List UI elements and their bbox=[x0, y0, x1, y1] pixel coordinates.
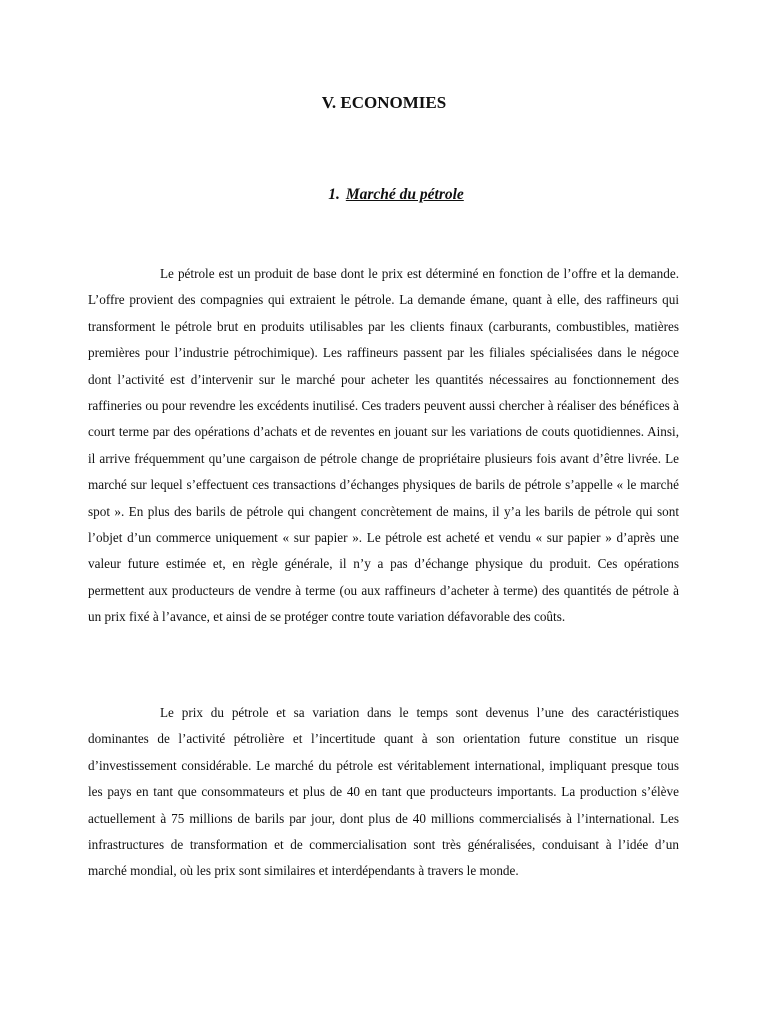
section-heading: V. ECONOMIES bbox=[321, 93, 447, 112]
subsection-heading bbox=[0, 186, 768, 204]
paragraph: Le pétrole est un produit de base dont le prix est déterminé en fonction de l’offre et la demande. L’offre provient des compagnies qui extraient le pétrole. La demande émane, quant à elle, des raffineurs qui transforment le pétrole brut en produits utilisables par les clients finaux (carburants, combustibles, matières premières pour l’industrie pétrochimique). Les raffineurs passent par les filiales spécialisées dans le négoce dont l’activité est d’intervenir sur le marché pour acheter les quantités nécessaires au fonctionnement des raffineries ou pour revendre les excédents inutilisé. Ces traders peuvent aussi chercher à réaliser des bénéfices à court terme par des opérations d’achats et de reventes en jouant sur les variations de couts quotidiennes. Ainsi, il arrive fréquemment qu’une cargaison de pétrole change de propriétaire plusieurs fois avant d’être livrée. Le marché sur lequel s’effectuent ces transactions d’échanges physiques de barils de pétrole s’appelle « le marché spot ». En plus des barils de pétrole qui changent concrètement de mains, il y’a les barils de pétrole qui sont l’objet d’un commerce uniquement « sur papier ». Le pétrole est acheté et vendu « sur papier » d’après une valeur future estimée et, en règle générale, il n’y a pas d’échange physique du produit. Ces opérations permettent aux producteurs de vendre à terme (ou aux raffineurs d’acheter à terme) des quantités de pétrole à un prix fixé à l’avance, et ainsi de se protéger contre toute variation défavorable des coûts. bbox=[88, 266, 679, 625]
subsection-number: 1. bbox=[328, 186, 340, 203]
paragraph: Le prix du pétrole et sa variation dans le temps sont devenus l’une des caractéristiques dominantes de l’activité pétrolière et l’incertitude quant à son orientation future constitue un risque d’investissement considérable. Le marché du pétrole est véritablement international, impliquant presque tous les pays en tant que consommateurs et plus de 40 en tant que producteurs importants. La production s’élève actuellement à 75 millions de barils par jour, dont plus de 40 millions commercialisés à l’international. Les infrastructures de transformation et de commercialisation sont très généralisées, conduisant à l’idée d’un marché mondial, où les prix sont similaires et interdépendants à travers le monde. bbox=[88, 705, 679, 879]
subsection-title: Marché du pétrole bbox=[345, 186, 464, 203]
body-text-block-2 bbox=[88, 700, 679, 885]
body-text-block-1 bbox=[88, 261, 679, 631]
